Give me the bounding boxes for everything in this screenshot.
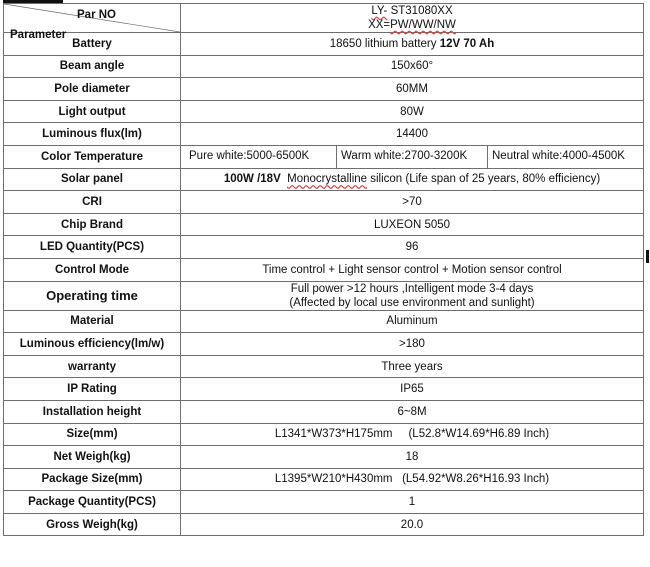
row-label: Luminous flux(lm) [4,123,181,146]
row-value [181,33,644,56]
row-label: LED Quantity(PCS) [4,236,181,259]
row-value: 60MM [181,78,644,101]
row-label: Package Size(mm) [4,468,181,491]
row-value: LUXEON 5050 [181,213,644,236]
row-value: 20.0 [181,513,644,536]
row-label: Color Temperature [4,145,181,168]
row-value: 150x60° [181,55,644,78]
row-value: L1395*W210*H430mm (L54.92*W8.26*H16.93 Inch) [181,468,644,491]
table-row [4,123,644,146]
table-row [4,213,644,236]
edge-mark [646,250,649,263]
row-label: Net Weigh(kg) [4,446,181,469]
warm-white-value: Warm white:2700-3200K [337,146,488,168]
table-row [4,333,644,356]
row-label: Size(mm) [4,423,181,446]
solar-panel-details: silicon (Life span of 25 years, 80% efficiency) [367,173,601,186]
table-row [4,378,644,401]
row-label: Operating time [4,281,181,310]
neutral-white-value: Neutral white:4000-4500K [492,149,625,162]
spec-table [3,3,644,536]
table-row [4,400,644,423]
row-label: Package Quantity(PCS) [4,491,181,514]
model-variant-prefix: XX= [368,19,391,31]
row-label: Installation height [4,400,181,423]
row-label: CRI [4,191,181,214]
model-variant: PW/WW/NW [390,19,456,31]
row-label: Beam angle [4,55,181,78]
table-row [4,310,644,333]
table-row [4,236,644,259]
table-row [4,78,644,101]
battery-capacity: 12V 70 Ah [439,37,495,50]
row-label: Light output [4,100,181,123]
row-value: 18 [181,446,644,469]
row-value: >70 [181,191,644,214]
row-value [181,281,644,310]
header-diagonal-cell [4,4,181,41]
model-code-prefix: LY- [371,5,388,17]
solar-panel-power: 100W /18V [223,173,281,186]
table-row [4,258,644,281]
row-value: L1341*W373*H175mm (L52.8*W14.69*H6.89 Inch) [181,423,644,446]
row-label: Luminous efficiency(lm/w) [4,333,181,356]
table-row [4,33,644,56]
operating-time-line-1: Full power >12 hours ,Intelligent mode 3-4 days [290,282,534,295]
table-row [4,100,644,123]
row-label: Pole diameter [4,78,181,101]
table-row [4,145,644,168]
model-cell [181,4,644,33]
row-label: warranty [4,355,181,378]
table-row [4,468,644,491]
row-value: >180 [181,333,644,356]
table-row [4,423,644,446]
row-label: IP Rating [4,378,181,401]
table-row [4,191,644,214]
row-value: IP65 [181,378,644,401]
row-label: Material [4,310,181,333]
table-row [4,168,644,191]
solar-panel-type: Monocrystalline [287,173,368,186]
table-header-row [4,4,644,33]
table-row [4,355,644,378]
battery-type: 18650 lithium battery [329,37,440,50]
model-code: ST31080XX [390,5,453,17]
row-value: Three years [181,355,644,378]
row-value [181,168,644,191]
table-row [4,513,644,536]
row-label: Chip Brand [4,213,181,236]
row-value: 80W [181,100,644,123]
pure-white-value: Pure white:5000-6500K [185,146,337,168]
operating-time-line-2: (Affected by local use environment and sunlight) [289,296,535,309]
par-no-label: Par NO [77,9,116,21]
row-value: 1 [181,491,644,514]
row-label: Battery [4,33,181,56]
parameter-label: Parameter [10,29,67,41]
table-row [4,281,644,310]
table-row [4,446,644,469]
row-value: Aluminum [181,310,644,333]
row-value: 96 [181,236,644,259]
row-value: Time control + Light sensor control + Motion sensor control [181,258,644,281]
table-row [4,55,644,78]
row-label: Gross Weigh(kg) [4,513,181,536]
table-row [4,491,644,514]
color-temperature-cell [181,145,644,168]
row-label: Solar panel [4,168,181,191]
row-value: 6~8M [181,400,644,423]
row-label: Control Mode [4,258,181,281]
row-value: 14400 [181,123,644,146]
